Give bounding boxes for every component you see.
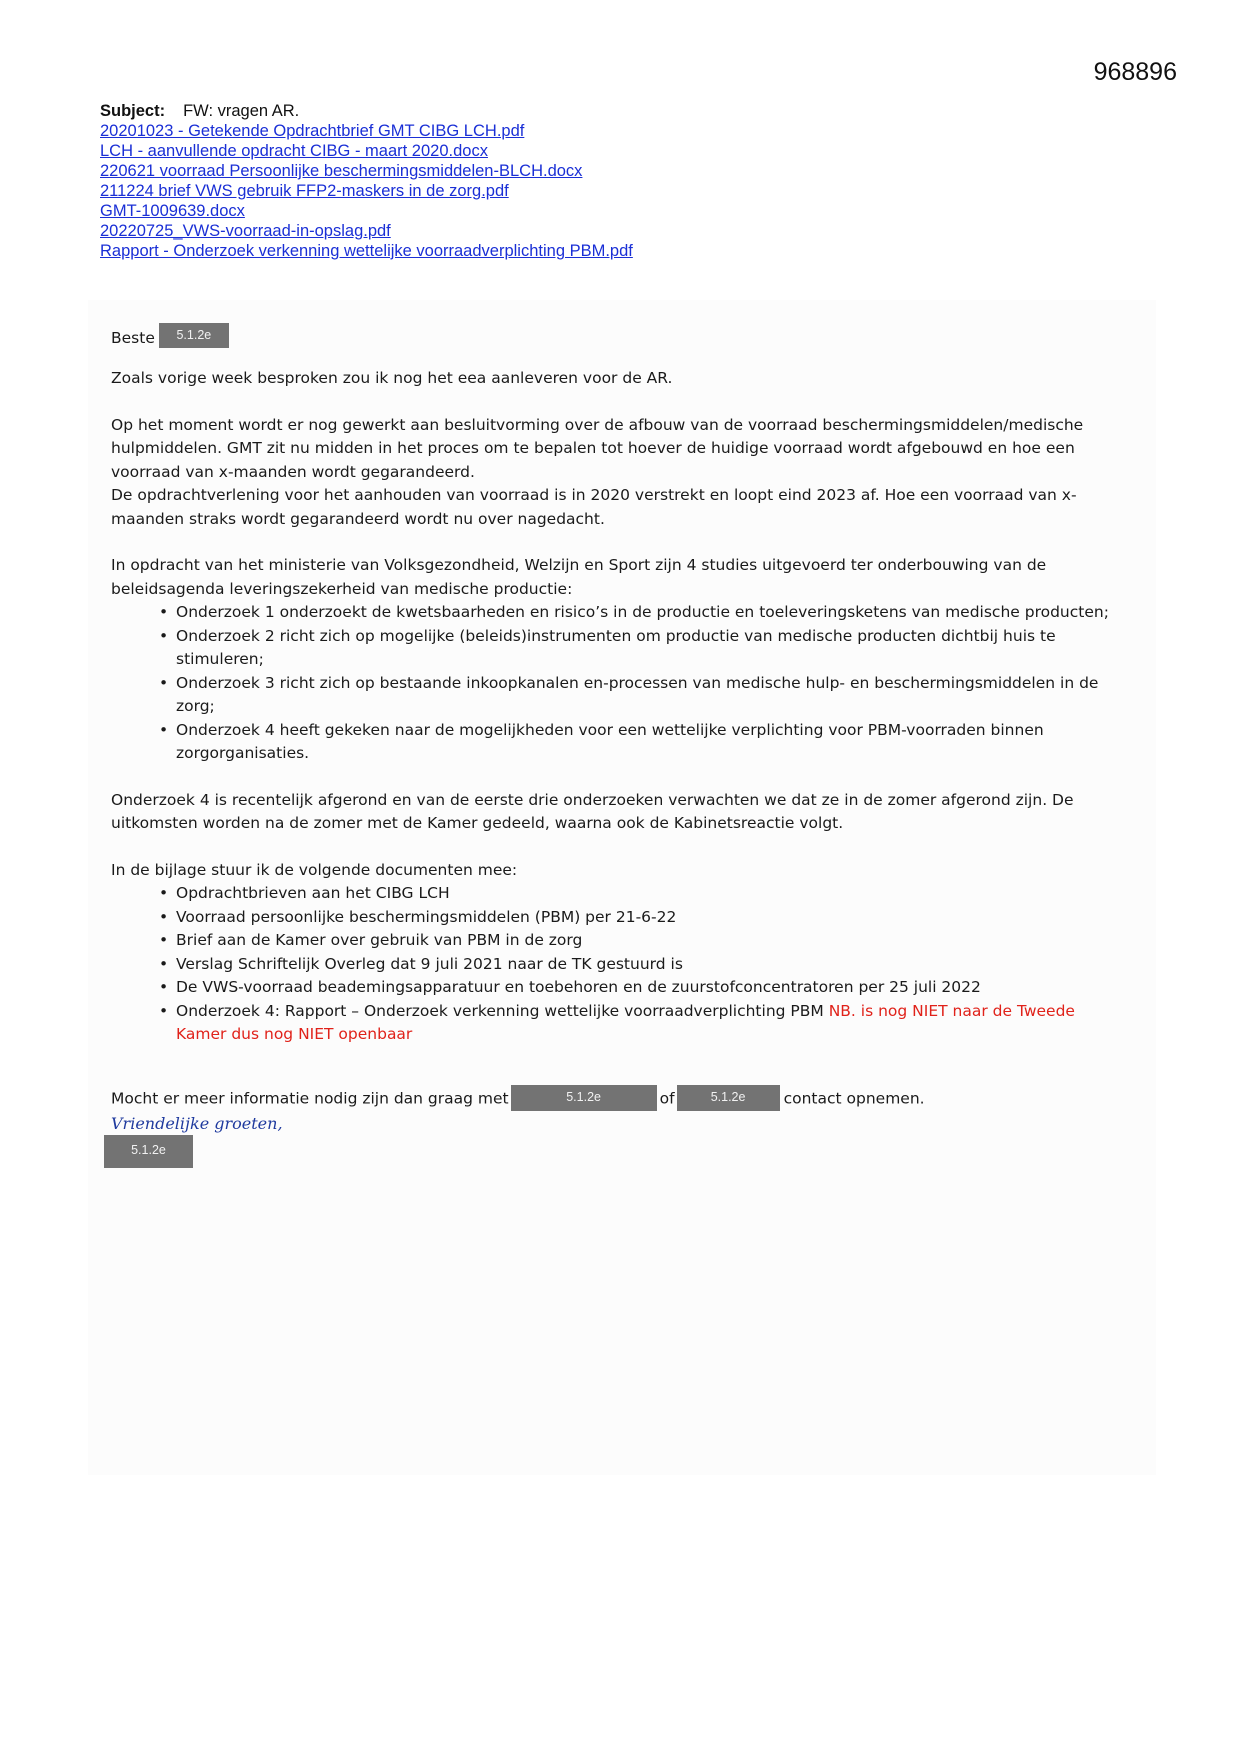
subject-text: FW: vragen AR. bbox=[183, 102, 300, 120]
list-item: • Onderzoek 4 heeft gekeken naar de mogelijkheden voor een wettelijke verplichting voor PBM-voorraden binnen zorgorganisaties. bbox=[159, 719, 1121, 766]
paragraph-opdrachtverlening: De opdrachtverlening voor het aanhouden van voorraad is in 2020 verstrekt en loopt eind 2023 af. Hoe een voorraad van x-maanden straks wordt gegarandeerd wordt nu over nagedacht. bbox=[111, 486, 1077, 528]
attachment-link[interactable]: 20220725_VWS-voorraad-in-opslag.pdf bbox=[100, 222, 391, 240]
paragraph-voorraad: Op het moment wordt er nog gewerkt aan besluitvorming over de afbouw van de voorraad beschermingsmiddelen/medische hulpmiddelen. GMT zit nu midden in het proces om te bepalen tot hoever de huidige voorraad wordt afgebouwd en hoe een voorraad van x-maanden wordt gegarandeerd. bbox=[111, 415, 1084, 481]
intro-paragraph: Zoals vorige week besproken zou ik nog het eea aanleveren voor de AR. bbox=[111, 369, 673, 387]
subject-label: Subject: bbox=[100, 102, 166, 120]
list-item: • Onderzoek 3 richt zich op bestaande inkoopkanalen en-processen van medische hulp- en beschermingsmiddelen in de zorg; bbox=[159, 672, 1121, 719]
contact-line bbox=[111, 1086, 1121, 1112]
warning-note: NB. is nog NIET naar de Tweede Kamer dus nog NIET openbaar bbox=[176, 1001, 1075, 1043]
attachment-link[interactable]: 211224 brief VWS gebruik FFP2-maskers in de zorg.pdf bbox=[100, 182, 509, 200]
list-item-text: Onderzoek 4: Rapport – Onderzoek verkenning wettelijke voorraadverplichting PBM bbox=[176, 1001, 824, 1020]
attachment-link[interactable]: 220621 voorraad Persoonlijke beschermingsmiddelen-BLCH.docx bbox=[100, 162, 583, 180]
attachment-link[interactable]: 20201023 - Getekende Opdrachtbrief GMT CIBG LCH.pdf bbox=[100, 122, 525, 140]
message-body bbox=[111, 326, 1121, 1168]
redaction-box: 5.1.2e bbox=[104, 1135, 193, 1168]
documents-list bbox=[111, 882, 1121, 1047]
attachment-link[interactable]: LCH - aanvullende opdracht CIBG - maart 2020.docx bbox=[100, 142, 488, 160]
studies-list bbox=[111, 601, 1121, 766]
list-item: • Opdrachtbrieven aan het CIBG LCH bbox=[159, 882, 1121, 906]
redaction-box: 5.1.2e bbox=[511, 1085, 657, 1111]
contact-prefix: Mocht er meer informatie nodig zijn dan graag met bbox=[111, 1089, 509, 1107]
paragraph-studies: In opdracht van het ministerie van Volksgezondheid, Welzijn en Sport zijn 4 studies uitgevoerd ter onderbouwing van de beleidsagenda leveringszekerheid van medische productie: bbox=[111, 556, 1047, 598]
salutation-text: Beste bbox=[111, 329, 155, 347]
paragraph-bijlage: In de bijlage stuur ik de volgende documenten mee: bbox=[111, 860, 518, 879]
salutation bbox=[111, 326, 1121, 351]
contact-suffix: contact opnemen. bbox=[783, 1089, 925, 1107]
list-item: • Onderzoek 1 onderzoekt de kwetsbaarheden en risico’s in de productie en toeleveringsketens van medische producten; bbox=[159, 601, 1121, 625]
attachment-link[interactable]: Rapport - Onderzoek verkenning wettelijke voorraadverplichting PBM.pdf bbox=[100, 242, 633, 260]
redaction-box: 5.1.2e bbox=[677, 1085, 780, 1111]
list-item: • Onderzoek 2 richt zich op mogelijke (beleids)instrumenten om productie van medische producten dichtbij huis te stimuleren; bbox=[159, 625, 1121, 672]
subject-line bbox=[100, 101, 633, 121]
document-number: 968896 bbox=[1093, 58, 1177, 86]
attachment-list bbox=[100, 121, 633, 261]
closing: Vriendelijke groeten, bbox=[111, 1113, 283, 1133]
list-item: • De VWS-voorraad beademingsapparatuur en toebehoren en de zuurstofconcentratoren per 25 juli 2022 bbox=[159, 976, 1121, 1000]
contact-or: of bbox=[659, 1089, 675, 1107]
paragraph-onderzoek-4: Onderzoek 4 is recentelijk afgerond en van de eerste drie onderzoeken verwachten we dat ze in de zomer afgerond zijn. De uitkomsten worden na de zomer met de Kamer gedeeld, waarna ook de Kabinetsreactie volgt. bbox=[111, 790, 1074, 832]
list-item: • Verslag Schriftelijk Overleg dat 9 juli 2021 naar de TK gestuurd is bbox=[159, 953, 1121, 977]
attachment-link[interactable]: GMT-1009639.docx bbox=[100, 202, 245, 220]
list-item: • Brief aan de Kamer over gebruik van PBM in de zorg bbox=[159, 929, 1121, 953]
email-header bbox=[100, 101, 633, 261]
list-item bbox=[159, 1000, 1121, 1047]
list-item: • Voorraad persoonlijke beschermingsmiddelen (PBM) per 21-6-22 bbox=[159, 906, 1121, 930]
redaction-box: 5.1.2e bbox=[159, 323, 229, 348]
